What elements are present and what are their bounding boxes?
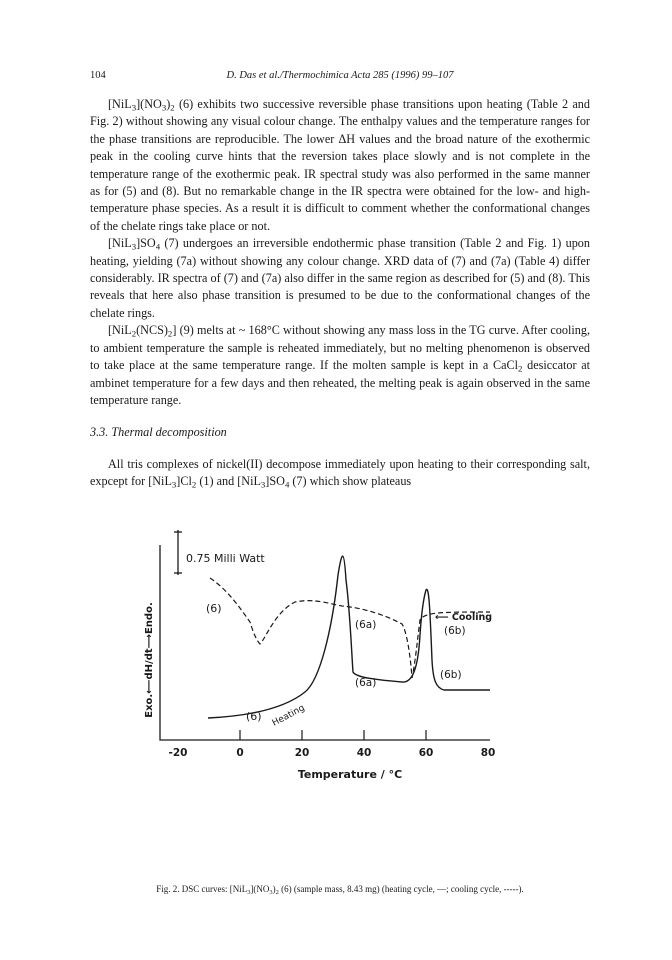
peak-6a-solid-label: (6a)	[355, 677, 377, 689]
x-tick-label: -20	[168, 747, 188, 759]
scale-bar	[174, 530, 182, 575]
x-tick-label: 0	[236, 747, 244, 759]
peak-6b-dashed-label: (6b)	[444, 625, 466, 637]
figure-caption: Fig. 2. DSC curves: $[NiL_3](NO_3)_2$ (6) (sample mass, 8.43 mg) (heating cycle, —; cooling cycle, -----).	[156, 884, 524, 896]
cooling-sample-label: (6)	[206, 602, 222, 615]
scale-label: 0.75 Milli Watt	[186, 552, 265, 565]
paragraph: $[NiL_3](NO_3)_2$ (6) exhibits two successive reversible phase transitions upon heating (Table 2 and Fig. 2) without showing any visual colour change. The enthalpy values and the temperature ranges for the phase transitions are reproducible. The lower ΔH values and the broad nature of the exothermic peak in the cooling curve hints that the reversion takes place slowly and is not complete in the temperature range of the exothermic peak. IR spectral study was also performed in the same manner as for (5) and (8). But no remarkable change in the IR spectra were obtained for the low- and high-temperature phase species. As a result it is difficult to comment whether the conformational changes of the chelate rings take place or not.	[90, 97, 590, 233]
x-tick-label: 40	[356, 747, 372, 759]
section-heading: 3.3. Thermal decomposition	[90, 425, 227, 440]
body-text	[90, 96, 590, 491]
x-axis-label: Temperature / °C	[297, 768, 403, 780]
y-axis-label: Exo.⟵dH/dt⟶Endo.	[144, 602, 155, 718]
paragraph: $[NiL_3]SO_4$ (7) undergoes an irreversible endothermic phase transition (Table 2 and Fig. 1) upon heating, yielding (7a) without showing any colour change. XRD data of (7) and (7a) (Table 4) differ considerably. IR spectra of (7) and (7a) also differ in the same region as described for (5) and (8). This reveals that here also phase transition is presumed to be due to the conformational changes of the chelate rings.	[90, 236, 590, 320]
peak-6b-solid-label: (6b)	[440, 669, 462, 681]
x-tick-label: 60	[418, 747, 434, 759]
x-tick-label: 20	[294, 747, 310, 759]
heating-curve	[208, 556, 493, 718]
heating-label: Heating	[270, 703, 307, 729]
x-tick-label: 80	[480, 747, 496, 759]
dsc-figure	[140, 520, 520, 780]
peak-6a-dashed-label: (6a)	[355, 619, 377, 631]
heating-sample-label: (6)	[246, 710, 262, 723]
paragraph: All tris complexes of nickel(II) decompose immediately upon heating to their corresponding salt, expcept for $[NiL_3]Cl_2$ (1) and $[NiL_3]SO_4$ (7) which show plateaus	[90, 456, 590, 490]
cooling-label: ⟵ Cooling	[435, 612, 493, 623]
x-axis-ticks	[169, 730, 496, 759]
paragraph: $[NiL_2(NCS)_2]$ (9) melts at ~ 168°C without showing any mass loss in the TG curve. After cooling, to ambient temperature the sample is reheated immediately, but no melting phenomenon is observed to take place at the same temperature range. If the molten sample is kept in a CaCl$_2$ desiccator at ambinet temperature for a few days and then reheated, the melting peak is again observed in the same temperature range.	[90, 323, 590, 407]
page-number: 104	[90, 70, 106, 81]
running-title: D. Das et al./Thermochimica Acta 285 (1996) 99–107	[226, 70, 454, 81]
plot-frame	[160, 545, 493, 740]
